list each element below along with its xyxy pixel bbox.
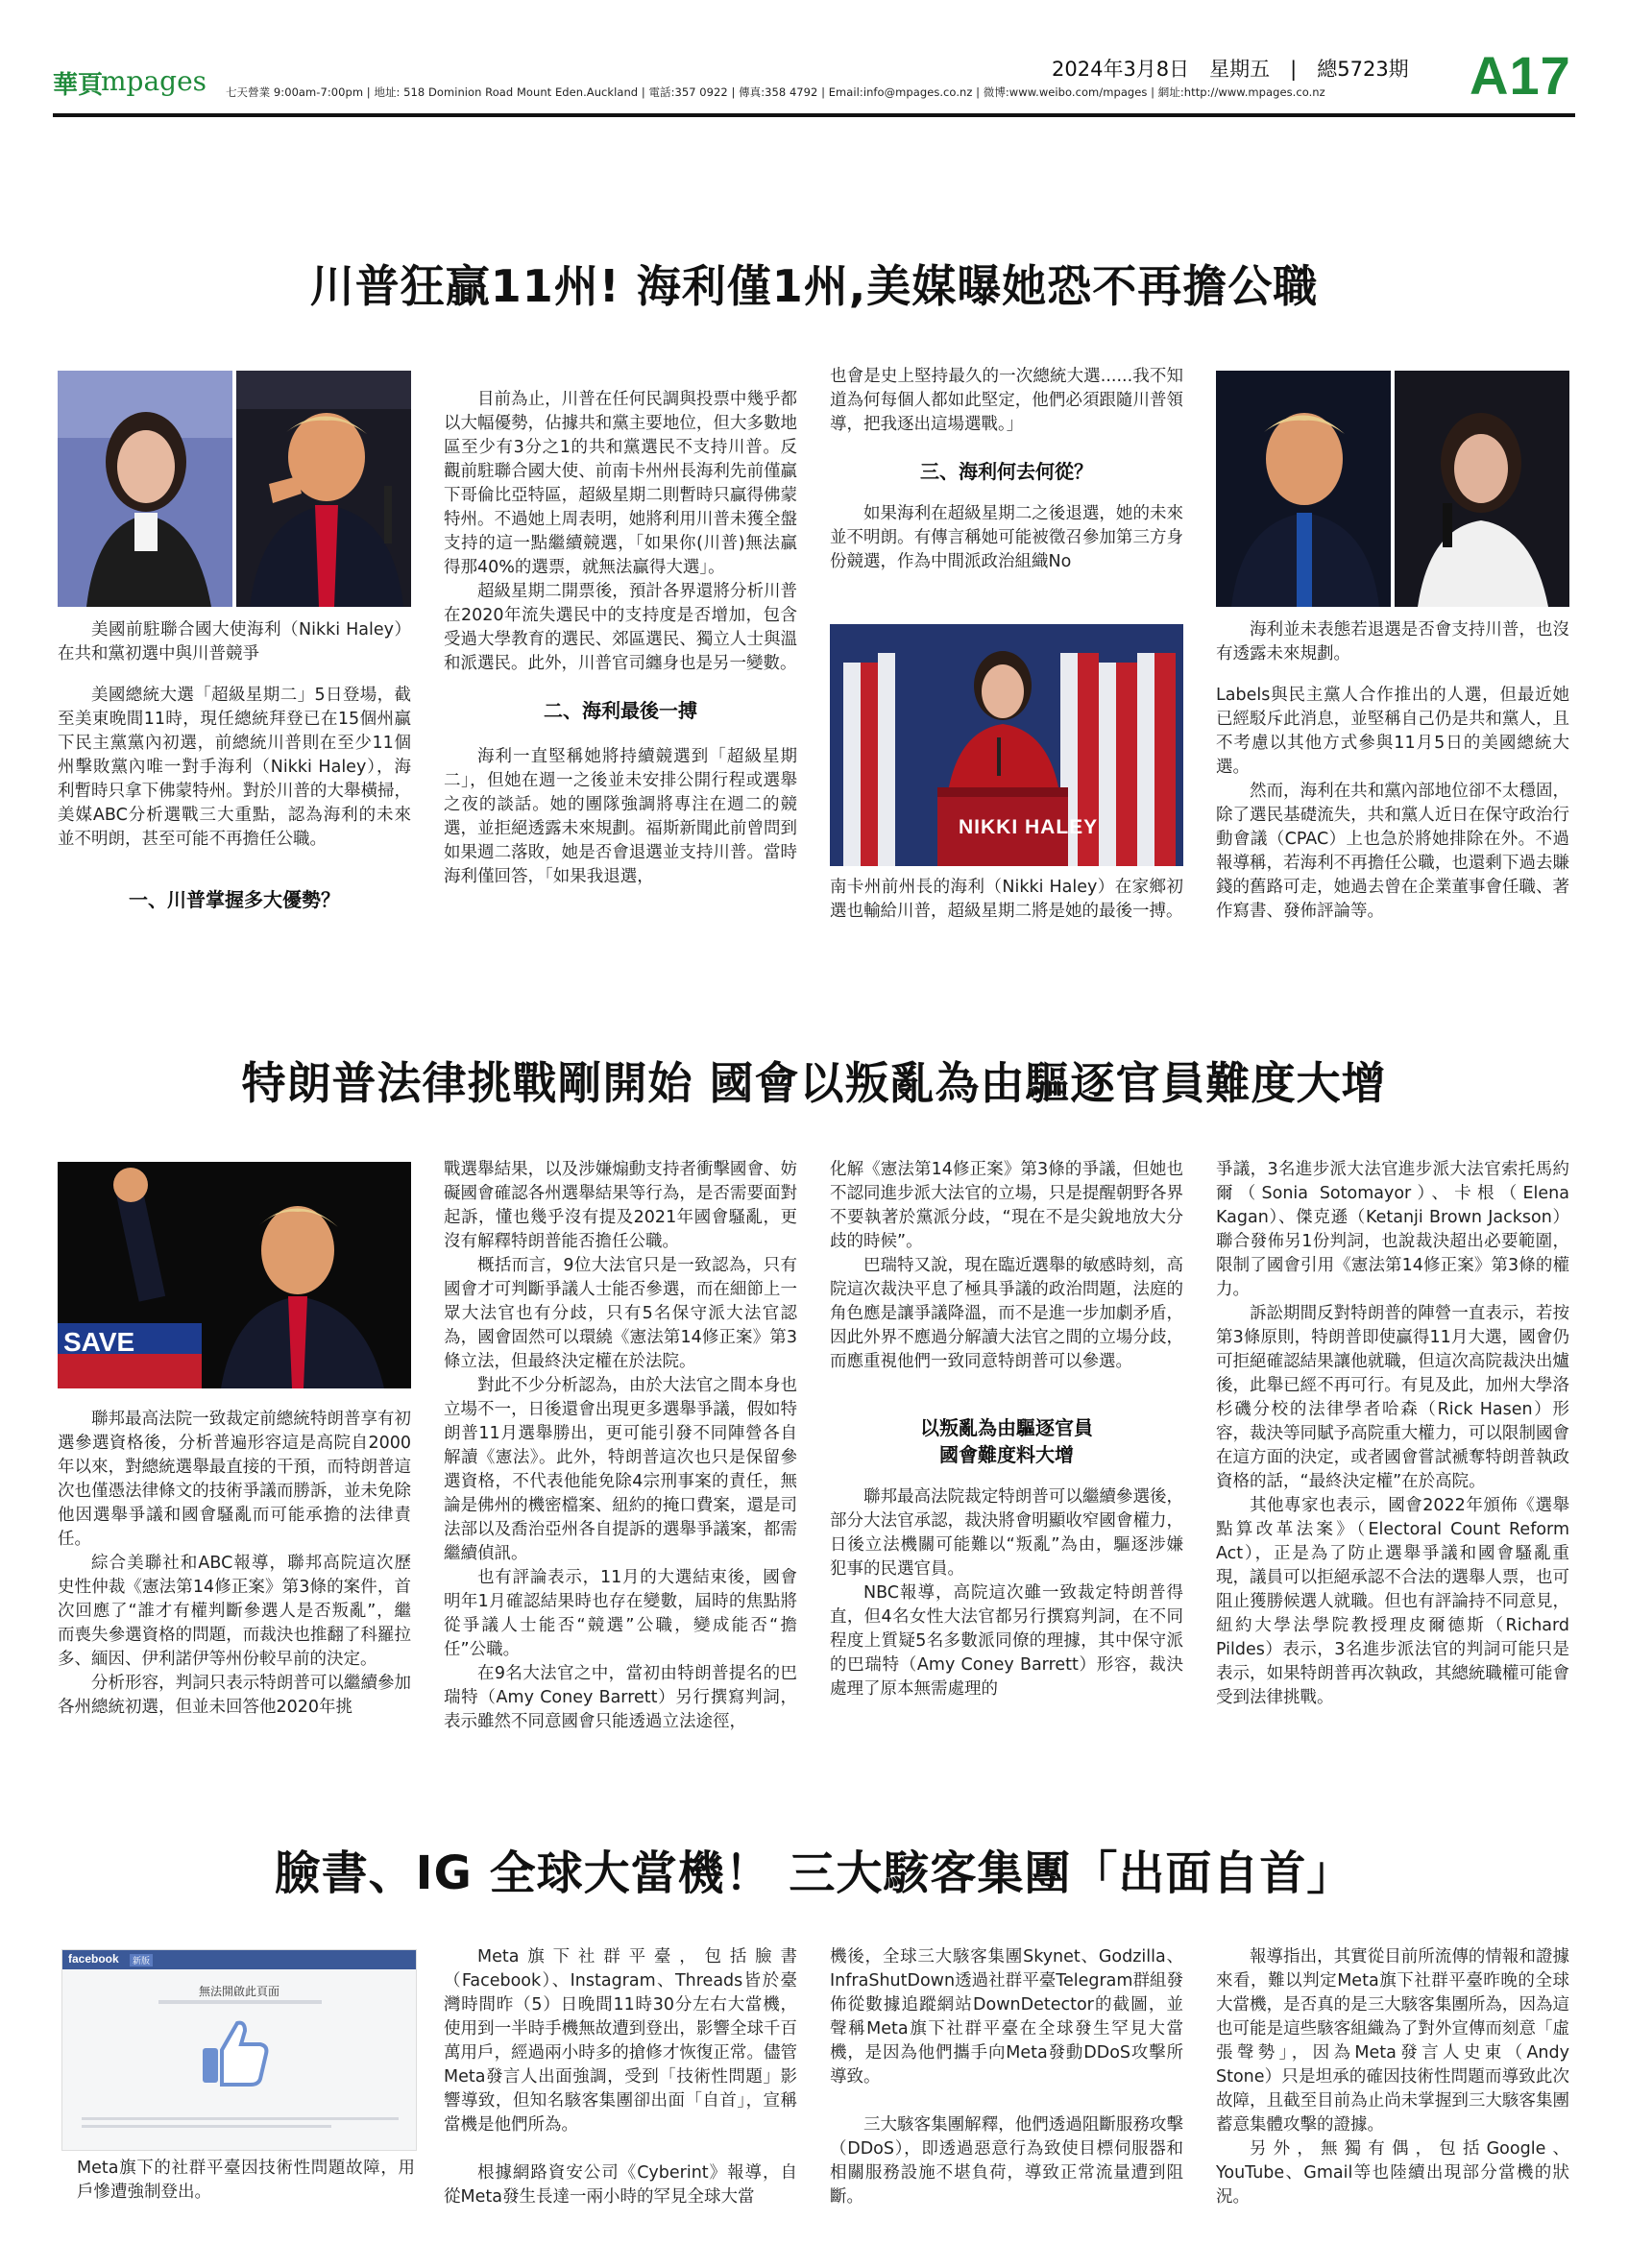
contact-info: 七天營業 9:00am-7:00pm | 地址: 518 Dominion Road Mount Eden.Auckland | 電話:357 0922 | 傳真:358 4792 | Email:info@mpages.co.nz | 微博:www.weibo.com/mpages | 網址:http://www.mpages.co.nz	[226, 85, 1325, 99]
footer-links-line	[82, 2117, 399, 2120]
paragraph: 在9名大法官之中，當初由特朗普提名的巴瑞特（Amy Coney Barrett）另行撰寫判詞，表示雖然不同意國會只能透過立法途徑，	[444, 1664, 797, 1731]
logo-chinese: 華頁	[53, 71, 104, 100]
paragraph: 美國總統大選「超級星期二」5日登場，截至美東晚間11時，現任總統拜登已在15個州贏下民主黨黨內初選，前總統川普則在至少11個州擊敗黨內唯一對手海利（Nikki Haley），海利暫時只拿下佛蒙特州。對於川普的大舉橫掃，美媒ABC分析選戰三大重點，認為海利的未來並不明朗，甚至可能不再擔任公職。	[58, 686, 411, 849]
trump-rally-photo	[58, 1162, 411, 1388]
paragraph: 如果海利在超級星期二之後退選，她的未來並不明朗。有傳言稱她可能被徵召參加第三方身份競選，作為中間派政治組織No	[830, 504, 1183, 571]
facebook-brand: facebook	[68, 1952, 119, 1966]
subhead-haley-last-try: 二、海利最後一搏	[544, 699, 697, 722]
article1-headline: 川普狂贏11州! 海利僅1州,美媒曝她恐不再擔公職	[309, 260, 1319, 312]
paragraph: 分析形容，判詞只表示特朗普可以繼續參加各州總統初選，但並未回答他2020年挑	[58, 1674, 411, 1717]
mpages-logo[interactable]	[53, 65, 216, 98]
paragraph: 化解《憲法第14修正案》第3條的爭議，但她也不認同進步派大法官的立場，只是提醒朝野各界不要執著於黨派分歧，“現在不是尖銳地放大分歧的時候”。	[830, 1160, 1183, 1251]
paragraph: 戰選舉結果，以及涉嫌煽動支持者衝擊國會、妨礙國會確認各州選舉結果等行為，是否需要面對起訴，懂也幾乎沒有提及2021年國會騷亂，更沒有解釋特朗普能否擔任公職。	[444, 1160, 797, 1251]
paragraph: 訴訟期間反對特朗普的陣營一直表示，若按第3條原則，特朗普即使贏得11月大選，國會仍可拒絕確認結果讓他就職，但這次高院裁決出爐後，此舉已經不再可行。有見及此，加州大學洛杉磯分校的法律學者哈森（Rick Hasen）形容，裁決等同賦予高院重大權力，可以限制國會在這方面的決定，或者國會嘗試褫奪特朗普執政資格的話，“最終決定權”在於高院。	[1216, 1304, 1569, 1491]
paragraph: 另外，無獨有偶，包括Google、YouTube、Gmail等也陸續出現部分當機的狀況。	[1216, 2139, 1569, 2207]
masthead	[53, 38, 1575, 117]
article2-column1	[58, 1408, 411, 1720]
paragraph: 聯邦最高法院一致裁定前總統特朗普享有初選參選資格後，分析普遍形容這是高院自2000年以來，對總統選舉最直接的干預，而特朗普這次也僅憑法律條文的技術爭議而勝訴，並未免除他因選舉爭議和國會騷亂而可能承擔的法律責任。	[58, 1410, 411, 1549]
subhead-haley-future: 三、海利何去何從？	[920, 460, 1093, 483]
paragraph: 海利一直堅稱她將持續競選到「超級星期二」，但她在週一之後並未安排公開行程或選舉之夜的談話。她的團隊強調將專注在週二的競選，並拒絕透露未來規劃。福斯新聞此前曾問到如果週二落敗，她是否會退選並支持川普。當時海利僅回答，「如果我退選，	[444, 747, 797, 886]
thumbs-up-icon	[195, 2014, 272, 2090]
paragraph: 然而，海利在共和黨內部地位卻不太穩固，除了選民基礎流失，共和黨人近日在保守政治行動會議（CPAC）上也急於將她排除在外。不過報導稱，若海利不再擔任公職，也還剩下過去賺錢的舊路可走，她過去曾在企業董事會任職、著作寫書、發佈評論等。	[1216, 782, 1569, 921]
paragraph: 也會是史上堅持最久的一次總統大選......我不知道為何每個人都如此堅定，他們必須跟隨川普領導，把我逐出這場選戰。」	[830, 367, 1183, 434]
paragraph: 超級星期二開票後，預計各界還將分析川普在2020年流失選民中的支持度是否增加，包含受過大學教育的選民、郊區選民、獨立人士與溫和派選民。此外，川普官司纏身也是另一變數。	[444, 582, 797, 673]
article3-column2	[444, 1945, 797, 2209]
paragraph: NBC報導，高院這次雖一致裁定特朗普得直，但4名女性大法官都另行撰寫判詞，在不同程度上質疑5名多數派同僚的理據，其中保守派的巴瑞特（Amy Coney Barrett）形容，裁決處理了原本無需處理的	[830, 1583, 1183, 1699]
footer-links-line	[82, 2125, 331, 2128]
paragraph: 三大駭客集團解釋，他們透過阻斷服務攻擊（DDoS），即透過惡意行為致使目標伺服器和相關服務設施不堪負荷，導致正常流量遭到阻斷。	[830, 2115, 1183, 2207]
podium-sign: NIKKI HALEY	[959, 816, 1099, 838]
paragraph: 機後，全球三大駭客集團Skynet、Godzilla、InfraShutDown透過社群平臺Telegram群組發佈從數據追蹤網站DownDetector的截圖，並聲稱Meta旗下社群平臺在全球發生罕見大當機，是因為他們攜手向Meta發動DDoS攻擊所導致。	[830, 1947, 1183, 2087]
paragraph: 聯邦最高法院裁定特朗普可以繼續參選後，部分大法官承認，裁決將會明顯收窄國會權力，日後立法機關可能難以“叛亂”為由，驅逐涉嫌犯事的民選官員。	[830, 1487, 1183, 1579]
article2-column2	[444, 1158, 797, 1734]
haley-podium-photo	[830, 624, 1183, 866]
subhead-line2: 國會難度料大增	[939, 1443, 1074, 1466]
error-text-line	[158, 2000, 322, 2004]
article3-headline: 臉書、IG 全球大當機！ 三大駭客集團「出面自首」	[274, 1846, 1354, 1900]
logo-english: mpages	[101, 65, 207, 97]
article1-column3	[830, 365, 1183, 574]
subhead-line1: 以叛亂為由驅逐官員	[920, 1416, 1093, 1439]
caption-haley-trump: 美國前駐聯合國大使海利（Nikki Haley）在共和黨初選中與川普競爭	[58, 620, 411, 664]
page-number: A17	[1470, 45, 1571, 106]
issue-dateline: 2024年3月8日 星期五 | 總5723期	[1052, 58, 1409, 81]
subhead-trump-advantage: 一、川普掌握多大優勢？	[129, 888, 340, 911]
paragraph: Labels與民主黨人合作推出的人選，但最近她已經駁斥此消息，並堅稱自己仍是共和黨人，且不考慮以其他方式參與11月5日的美國總統大選。	[1216, 686, 1569, 777]
paragraph: 綜合美聯社和ABC報導，聯邦高院這次歷史性仲裁《憲法第14修正案》第3條的案件，首次回應了“誰才有權判斷參選人是否叛亂”，繼而喪失參選資格的問題，而裁決也推翻了科羅拉多、緬因、伊利諾伊等州份較早前的決定。	[58, 1554, 411, 1669]
subhead-insurrection	[830, 1414, 1183, 1468]
photo-banner-text: SAVE	[63, 1327, 135, 1357]
article3-column3	[830, 1945, 1183, 2209]
article2-headline: 特朗普法律挑戰剛開始 國會以叛亂為由驅逐官員難度大增	[241, 1057, 1387, 1109]
article3-column4	[1216, 1945, 1569, 2209]
haley-trump-photo	[58, 371, 411, 607]
facebook-badge: 新版	[130, 1954, 153, 1966]
error-title: 無法開啟此頁面	[198, 1985, 279, 1998]
paragraph: Meta旗下社群平臺，包括臉書（Facebook）、Instagram、Threads皆於臺灣時間昨（5）日晚間11時30分左右大當機，使用到一半時手機無故遭到登出，影響全球千百萬用戶，經過兩小時多的搶修才恢復正常。儘管Meta發言人出面強調，受到「技術性問題」影響導致，但知名駭客集團卻出面「自首」，宣稱當機是他們所為。	[444, 1947, 797, 2135]
caption-haley-podium: 南卡州前州長的海利（Nikki Haley）在家鄉初選也輸給川普，超級星期二將是她的最後一搏。	[830, 878, 1183, 921]
paragraph: 目前為止，川普在任何民調與投票中幾乎都以大幅優勢，佔據共和黨主要地位，但大多數地區至少有3分之1的共和黨選民不支持川普。反觀前駐聯合國大使、前南卡州州長海利先前僅贏下哥倫比亞特區，超級星期二則暫時只贏得佛蒙特州。不過她上周表明，她將利用川普未獲全盤支持的這一點繼續競選，「如果你(川普)無法贏得那40%的選票，就無法贏得大選」。	[444, 390, 797, 577]
article2-column4	[1216, 1158, 1569, 1710]
trump-haley-photo	[1216, 371, 1569, 607]
header-rule	[53, 113, 1575, 117]
article2-column3	[830, 1158, 1183, 1701]
paragraph: 概括而言，9位大法官只是一致認為，只有國會才可判斷爭議人士能否參選，而在細節上一眾大法官也有分歧，只有5名保守派大法官認為，國會固然可以環繞《憲法第14修正案》第3條立法，但最終決定權在於法院。	[444, 1256, 797, 1371]
paragraph: 對此不少分析認為，由於大法官之間本身也立場不一，日後還會出現更多選舉爭議，假如特朗普11月選舉勝出，更可能引發不同陣營各自解讀《憲法》。此外，特朗普這次也只是保留參選資格，不代表他能免除4宗刑事案的責任，無論是佛州的機密檔案、紐約的掩口費案，還是司法部以及喬治亞州各自提訴的選舉爭議案，都需繼續偵訊。	[444, 1376, 797, 1563]
caption-facebook: Meta旗下的社群平臺因技術性問題故障，用戶慘遭強制登出。	[77, 2159, 415, 2202]
facebook-error-screenshot	[61, 1949, 417, 2151]
caption-trump-haley: 海利並未表態若退選是否會支持川普，也沒有透露未來規劃。	[1216, 620, 1569, 664]
paragraph: 爭議，3名進步派大法官進步派大法官索托馬約爾（Sonia Sotomayor）、卡根（Elena Kagan）、傑克遜（Ketanji Brown Jackson）聯合發佈另1份判詞，也說裁決超出必要範圍，限制了國會引用《憲法第14修正案》第3條的權力。	[1216, 1160, 1569, 1299]
paragraph: 根據網路資安公司《Cyberint》報導，自從Meta發生長達一兩小時的罕見全球大當	[444, 2163, 797, 2207]
paragraph: 巴瑞特又說，現在臨近選舉的敏感時刻，高院這次裁決平息了極具爭議的政治問題，法庭的角色應是讓爭議降溫，而不是進一步加劇矛盾，因此外界不應過分解讀大法官之間的立場分歧，而應重視他們一致同意特朗普可以參選。	[830, 1256, 1183, 1371]
article1-column2	[444, 388, 797, 889]
paragraph: 其他專家也表示，國會2022年頒佈《選舉點算改革法案》（Electoral Count Reform Act），正是為了防止選舉爭議和國會騷亂重現，議員可以拒絕承認不合法的選舉人票，也可阻止獲勝候選人就職。但也有評論持不同意見，紐約大學法學院教授理皮爾德斯（Richard Pildes）表示，3名進步派法官的判詞可能只是表示，如果特朗普再次執政，其總統職權可能會受到法律挑戰。	[1216, 1496, 1569, 1707]
paragraph: 也有評論表示，11月的大選結束後，國會明年1月確認結果時也存在變數，屆時的焦點將從爭議人士能否“競選”公職，變成能否“擔任”公職。	[444, 1568, 797, 1659]
article1-column4	[1216, 684, 1569, 924]
article1-column1	[58, 684, 411, 934]
paragraph: 報導指出，其實從目前所流傳的情報和證據來看，難以判定Meta旗下社群平臺昨晚的全球大當機，是否真的是三大駭客集團所為，因為這也可能是這些駭客組織為了對外宣傳而刻意「虛張聲勢」，因為Meta發言人史東（Andy Stone）只是坦承的確因技術性問題而導致此次故障，且截至目前為止尚未掌握到三大駭客集團蓄意集體攻擊的證據。	[1216, 1947, 1569, 2135]
